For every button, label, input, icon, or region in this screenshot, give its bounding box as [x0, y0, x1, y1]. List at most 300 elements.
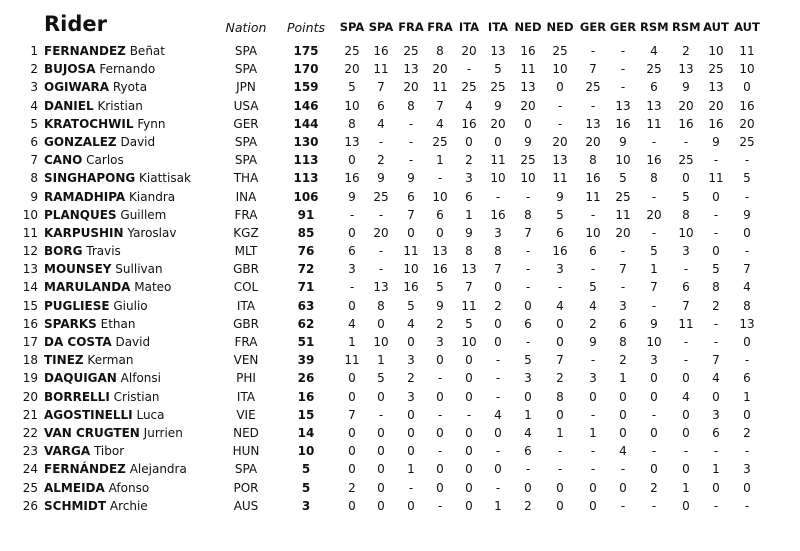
rider-first-name: Kiattisak [139, 171, 191, 186]
race-points-cell: - [495, 189, 501, 204]
rider-first-name: David [115, 335, 151, 349]
race-points-cell: - [651, 134, 657, 149]
race-points-cell: 13 [585, 116, 601, 131]
race-points-cell: 1 [436, 153, 444, 168]
race-points-cell: 0 [348, 371, 356, 386]
rider-position: 2 [30, 62, 38, 77]
race-points-cell: 11 [403, 244, 419, 259]
rider-nation: SPA [234, 462, 258, 477]
race-points-cell: 10 [739, 62, 755, 77]
race-points-cell: 2 [619, 353, 627, 368]
race-points-cell: 10 [520, 171, 536, 186]
race-points-cell: 25 [646, 62, 662, 77]
race-points-cell: 9 [494, 98, 502, 113]
table-row [0, 460, 800, 478]
rider-last-name: BORRELLI [44, 389, 110, 404]
race-points-cell: 1 [712, 462, 720, 477]
race-points-cell: 5 [407, 298, 415, 313]
race-points-cell: 2 [650, 480, 658, 495]
rider-last-name: GONZALEZ [44, 134, 117, 149]
rider-first-name: Archie [109, 498, 148, 513]
race-points-cell: - [495, 353, 501, 368]
race-points-cell: - [495, 389, 501, 404]
race-points-cell: 0 [682, 462, 690, 477]
race-points-cell: 11 [461, 298, 477, 313]
race-points-cell: 3 [556, 262, 564, 277]
race-points-cell: 0 [743, 480, 751, 495]
race-points-cell: 0 [524, 389, 532, 404]
race-points-cell: 4 [556, 298, 564, 313]
race-points-cell: 0 [743, 80, 751, 95]
race-points-cell: 2 [348, 480, 356, 495]
race-points-cell: 0 [743, 335, 751, 349]
race-points-cell: 11 [490, 153, 506, 168]
race-points-cell: 0 [494, 280, 502, 295]
race-points-cell: - [713, 207, 719, 222]
race-points-cell: 10 [403, 262, 419, 277]
race-points-cell: 3 [743, 462, 751, 477]
rider-first-name: Jurrien [143, 425, 183, 440]
rider-nation: JPN [236, 80, 256, 95]
race-points-cell: 10 [678, 225, 694, 240]
race-header: GER [579, 20, 607, 34]
race-points-cell: 0 [556, 335, 564, 349]
race-points-cell: 7 [650, 280, 658, 295]
race-points-cell: - [620, 498, 626, 513]
race-points-cell: 7 [712, 353, 720, 368]
rider-last-name: OGIWARA [44, 80, 110, 95]
race-points-cell: 8 [377, 298, 385, 313]
table-row [0, 424, 800, 442]
race-points-cell: - [525, 189, 531, 204]
rider-first-name: Kiandra [129, 189, 176, 204]
race-points-cell: 25 [344, 44, 360, 58]
race-points-cell: 4 [465, 98, 473, 113]
race-points-cell: 5 [524, 353, 532, 368]
race-points-cell: 6 [407, 189, 415, 204]
race-points-cell: 9 [524, 134, 532, 149]
race-points-cell: - [557, 98, 563, 113]
race-points-cell: 0 [589, 389, 597, 404]
rider-last-name: KRATOCHWIL [44, 116, 134, 131]
race-points-cell: - [651, 298, 657, 313]
race-points-cell: 16 [739, 98, 755, 113]
race-points-cell: 20 [461, 44, 477, 58]
race-points-cell: - [713, 498, 719, 513]
nation-column-header: Nation [225, 20, 267, 35]
table-row [0, 151, 800, 169]
race-points-cell: - [713, 316, 719, 331]
race-points-cell: 8 [436, 44, 444, 58]
rider-first-name: Alfonsi [120, 371, 161, 386]
table-row [0, 224, 800, 242]
race-header: FRA [427, 20, 453, 34]
race-points-cell: - [437, 171, 443, 186]
race-points-cell: 0 [619, 407, 627, 422]
race-points-cell: - [378, 134, 384, 149]
race-points-cell: - [349, 207, 355, 222]
race-points-cell: 2 [407, 371, 415, 386]
rider-last-name: TINEZ [44, 353, 84, 368]
race-points-cell: 20 [520, 98, 536, 113]
race-points-cell: 13 [432, 244, 448, 259]
race-points-cell: 9 [377, 171, 385, 186]
rider-total-points: 91 [297, 207, 315, 222]
race-points-cell: 0 [377, 316, 385, 331]
race-points-cell: 6 [589, 244, 597, 259]
race-points-cell: 0 [436, 225, 444, 240]
rider-total-points: 170 [293, 62, 319, 77]
rider-position: 9 [30, 189, 38, 204]
rider-first-name: Afonso [108, 480, 150, 495]
rider-name [44, 497, 148, 515]
rider-total-points: 71 [297, 280, 315, 295]
rider-position: 12 [22, 244, 38, 259]
race-points-cell: - [590, 44, 596, 58]
rider-name [44, 188, 175, 206]
rider-name [44, 60, 155, 78]
race-points-cell: 0 [377, 389, 385, 404]
race-points-cell: - [408, 153, 414, 168]
race-points-cell: 2 [465, 153, 473, 168]
race-points-cell: 4 [712, 371, 720, 386]
race-points-cell: - [713, 153, 719, 168]
table-row [0, 315, 800, 333]
race-points-cell: 7 [556, 353, 564, 368]
rider-total-points: 39 [297, 353, 315, 368]
rider-nation: SPA [234, 44, 258, 58]
rider-total-points: 10 [297, 444, 315, 459]
race-points-cell: 0 [436, 425, 444, 440]
race-points-cell: 0 [619, 425, 627, 440]
table-row [0, 297, 800, 315]
rider-position: 22 [22, 425, 38, 440]
race-points-cell: 20 [739, 116, 755, 131]
rider-last-name: KARPUSHIN [44, 225, 124, 240]
race-points-cell: 5 [348, 80, 356, 95]
rider-name [44, 297, 148, 315]
race-points-cell: 0 [524, 116, 532, 131]
race-points-cell: 8 [650, 171, 658, 186]
race-points-cell: 9 [682, 80, 690, 95]
rider-nation: THA [233, 171, 259, 186]
race-points-cell: 0 [377, 444, 385, 459]
race-points-cell: - [744, 353, 750, 368]
race-points-cell: 13 [678, 62, 694, 77]
race-header: ITA [458, 20, 480, 34]
race-points-cell: - [408, 480, 414, 495]
race-header: SPA [339, 20, 365, 34]
table-row [0, 78, 800, 96]
rider-first-name: Guillem [120, 207, 167, 222]
rider-position: 11 [22, 225, 38, 240]
race-points-cell: 4 [407, 316, 415, 331]
race-points-cell: - [557, 116, 563, 131]
race-points-cell: 9 [743, 207, 751, 222]
race-points-cell: 4 [348, 316, 356, 331]
race-points-cell: 4 [524, 425, 532, 440]
standings-table [0, 42, 800, 515]
rider-position: 1 [30, 44, 38, 58]
rider-nation: HUN [232, 444, 260, 459]
rider-name [44, 442, 124, 460]
rider-nation: SPA [234, 153, 258, 168]
race-points-cell: 2 [589, 316, 597, 331]
race-header: NED [514, 20, 542, 34]
race-points-cell: 10 [708, 44, 724, 58]
race-points-cell: 0 [465, 389, 473, 404]
race-points-cell: - [620, 80, 626, 95]
rider-last-name: SINGHAPONG [44, 171, 136, 186]
race-points-cell: 5 [377, 371, 385, 386]
race-points-cell: 7 [377, 80, 385, 95]
rider-last-name: SCHMIDT [44, 498, 107, 513]
rider-total-points: 175 [293, 44, 319, 58]
race-points-cell: 16 [646, 153, 662, 168]
race-points-cell: 5 [682, 189, 690, 204]
race-points-cell: - [683, 134, 689, 149]
race-points-cell: 8 [407, 98, 415, 113]
race-points-cell: 7 [436, 98, 444, 113]
race-points-cell: 25 [678, 153, 694, 168]
rider-first-name: Giulio [113, 298, 148, 313]
race-points-cell: 11 [646, 116, 662, 131]
race-points-cell: 8 [524, 207, 532, 222]
race-points-cell: 0 [682, 371, 690, 386]
rider-name [44, 278, 171, 296]
race-points-cell: 3 [407, 353, 415, 368]
race-points-cell: 16 [403, 280, 419, 295]
race-header: AUT [703, 20, 729, 34]
race-header: FRA [398, 20, 424, 34]
race-points-cell: 0 [407, 444, 415, 459]
rider-first-name: Alejandra [129, 462, 187, 477]
rider-last-name: DA COSTA [44, 335, 112, 349]
race-points-cell: 11 [552, 171, 568, 186]
race-points-cell: - [525, 280, 531, 295]
rider-name [44, 97, 143, 115]
race-points-cell: 8 [619, 335, 627, 349]
race-points-cell: 1 [682, 480, 690, 495]
race-points-cell: 10 [490, 171, 506, 186]
race-points-cell: 13 [739, 316, 755, 331]
race-points-cell: 8 [743, 298, 751, 313]
rider-nation: ITA [236, 298, 256, 313]
race-points-cell: 16 [373, 44, 389, 58]
race-points-cell: 6 [712, 425, 720, 440]
table-row [0, 369, 800, 387]
race-points-cell: 5 [712, 262, 720, 277]
rider-name [44, 133, 155, 151]
race-points-cell: 0 [682, 407, 690, 422]
rider-name [44, 151, 124, 169]
race-points-cell: - [590, 444, 596, 459]
race-points-cell: 2 [682, 44, 690, 58]
race-points-cell: - [437, 444, 443, 459]
race-points-cell: 6 [524, 316, 532, 331]
race-points-cell: 0 [682, 171, 690, 186]
race-points-cell: 25 [373, 189, 389, 204]
rider-position: 24 [22, 462, 38, 477]
race-points-cell: 3 [589, 371, 597, 386]
race-points-cell: - [713, 444, 719, 459]
rider-total-points: 63 [297, 298, 315, 313]
race-points-cell: 20 [678, 98, 694, 113]
rider-total-points: 3 [301, 498, 311, 513]
race-points-cell: 0 [407, 335, 415, 349]
rider-last-name: FERNÁNDEZ [44, 462, 126, 477]
race-points-cell: 0 [348, 498, 356, 513]
race-points-cell: 5 [436, 280, 444, 295]
race-points-cell: 1 [556, 425, 564, 440]
race-points-cell: 9 [556, 189, 564, 204]
race-points-cell: 0 [465, 371, 473, 386]
race-points-cell: 8 [494, 244, 502, 259]
race-points-cell: - [744, 498, 750, 513]
race-header: RSM [672, 20, 701, 34]
race-points-cell: 7 [407, 207, 415, 222]
race-points-cell: 13 [708, 80, 724, 95]
race-points-cell: 1 [377, 353, 385, 368]
race-points-cell: - [590, 407, 596, 422]
race-points-cell: - [437, 407, 443, 422]
race-points-cell: 10 [373, 335, 389, 349]
race-points-cell: - [620, 244, 626, 259]
race-points-cell: 6 [650, 80, 658, 95]
race-points-cell: 9 [407, 171, 415, 186]
race-points-cell: 11 [739, 44, 755, 58]
race-points-cell: 6 [524, 444, 532, 459]
rider-position: 17 [22, 335, 38, 349]
rider-nation: USA [233, 98, 259, 113]
race-points-cell: 25 [461, 80, 477, 95]
race-points-cell: - [744, 189, 750, 204]
rider-total-points: 62 [297, 316, 315, 331]
table-row [0, 188, 800, 206]
race-points-cell: 0 [650, 371, 658, 386]
race-points-cell: - [590, 207, 596, 222]
rider-nation: VEN [233, 353, 259, 368]
race-points-cell: - [713, 225, 719, 240]
rider-nation: ITA [236, 389, 256, 404]
race-points-cell: 0 [743, 225, 751, 240]
race-points-cell: 16 [552, 244, 568, 259]
race-points-cell: 6 [619, 316, 627, 331]
race-points-cell: 0 [682, 425, 690, 440]
race-points-cell: 1 [348, 335, 356, 349]
race-points-cell: 0 [348, 389, 356, 404]
table-row [0, 42, 800, 60]
race-points-cell: 3 [407, 389, 415, 404]
rider-total-points: 72 [297, 262, 315, 277]
race-points-cell: 13 [646, 98, 662, 113]
race-points-cell: - [378, 407, 384, 422]
rider-name [44, 369, 161, 387]
race-points-cell: 7 [465, 280, 473, 295]
race-points-cell: 1 [407, 462, 415, 477]
race-points-cell: 0 [377, 462, 385, 477]
race-points-cell: 0 [436, 353, 444, 368]
race-points-cell: 4 [436, 116, 444, 131]
race-points-cell: 0 [556, 407, 564, 422]
race-points-cell: 11 [432, 80, 448, 95]
race-points-cell: 25 [403, 44, 419, 58]
rider-name [44, 315, 136, 333]
race-points-cell: 0 [348, 444, 356, 459]
rider-total-points: 14 [297, 425, 315, 440]
race-points-cell: 11 [373, 62, 389, 77]
table-row [0, 242, 800, 260]
race-points-cell: 0 [465, 444, 473, 459]
race-points-cell: - [557, 280, 563, 295]
rider-position: 26 [22, 498, 38, 513]
race-points-cell: 25 [739, 134, 755, 149]
rider-last-name: MOUNSEY [44, 262, 112, 277]
race-points-cell: - [651, 407, 657, 422]
race-points-cell: - [651, 444, 657, 459]
rider-name [44, 115, 165, 133]
race-points-cell: 20 [373, 225, 389, 240]
race-points-cell: 3 [619, 298, 627, 313]
race-points-cell: - [437, 498, 443, 513]
race-points-cell: - [466, 407, 472, 422]
race-points-cell: 5 [465, 316, 473, 331]
rider-name [44, 260, 163, 278]
race-points-cell: - [495, 480, 501, 495]
race-points-cell: - [683, 353, 689, 368]
race-points-cell: 3 [436, 335, 444, 349]
race-points-cell: - [651, 225, 657, 240]
race-points-cell: 0 [619, 389, 627, 404]
race-points-cell: - [590, 353, 596, 368]
rider-position: 21 [22, 407, 38, 422]
rider-first-name: Mateo [134, 280, 172, 295]
rider-position: 19 [22, 371, 38, 386]
rider-last-name: DANIEL [44, 98, 94, 113]
race-points-cell: 6 [743, 371, 751, 386]
race-points-cell: - [437, 371, 443, 386]
race-points-cell: 25 [432, 134, 448, 149]
race-points-cell: - [620, 280, 626, 295]
race-points-cell: 9 [650, 316, 658, 331]
race-points-cell: 13 [490, 44, 506, 58]
rider-first-name: Fernando [99, 62, 156, 77]
rider-last-name: PLANQUES [44, 207, 117, 222]
race-points-cell: 7 [589, 62, 597, 77]
rider-nation: POR [233, 480, 259, 495]
rider-first-name: David [120, 134, 156, 149]
race-points-cell: - [683, 262, 689, 277]
race-points-cell: - [620, 44, 626, 58]
rider-name [44, 333, 150, 351]
race-points-cell: 4 [619, 444, 627, 459]
race-points-cell: 0 [589, 480, 597, 495]
race-points-cell: 1 [494, 498, 502, 513]
race-points-cell: - [590, 98, 596, 113]
race-points-cell: - [590, 462, 596, 477]
race-points-cell: 0 [712, 480, 720, 495]
rider-name [44, 169, 191, 187]
race-points-cell: 9 [465, 225, 473, 240]
rider-last-name: VARGA [44, 444, 91, 459]
race-points-cell: 20 [552, 134, 568, 149]
rider-nation: SPA [234, 134, 258, 149]
rider-name [44, 224, 176, 242]
race-points-cell: 0 [436, 480, 444, 495]
rider-nation: GBR [233, 316, 259, 331]
rider-total-points: 113 [293, 153, 319, 168]
race-points-cell: 5 [650, 244, 658, 259]
